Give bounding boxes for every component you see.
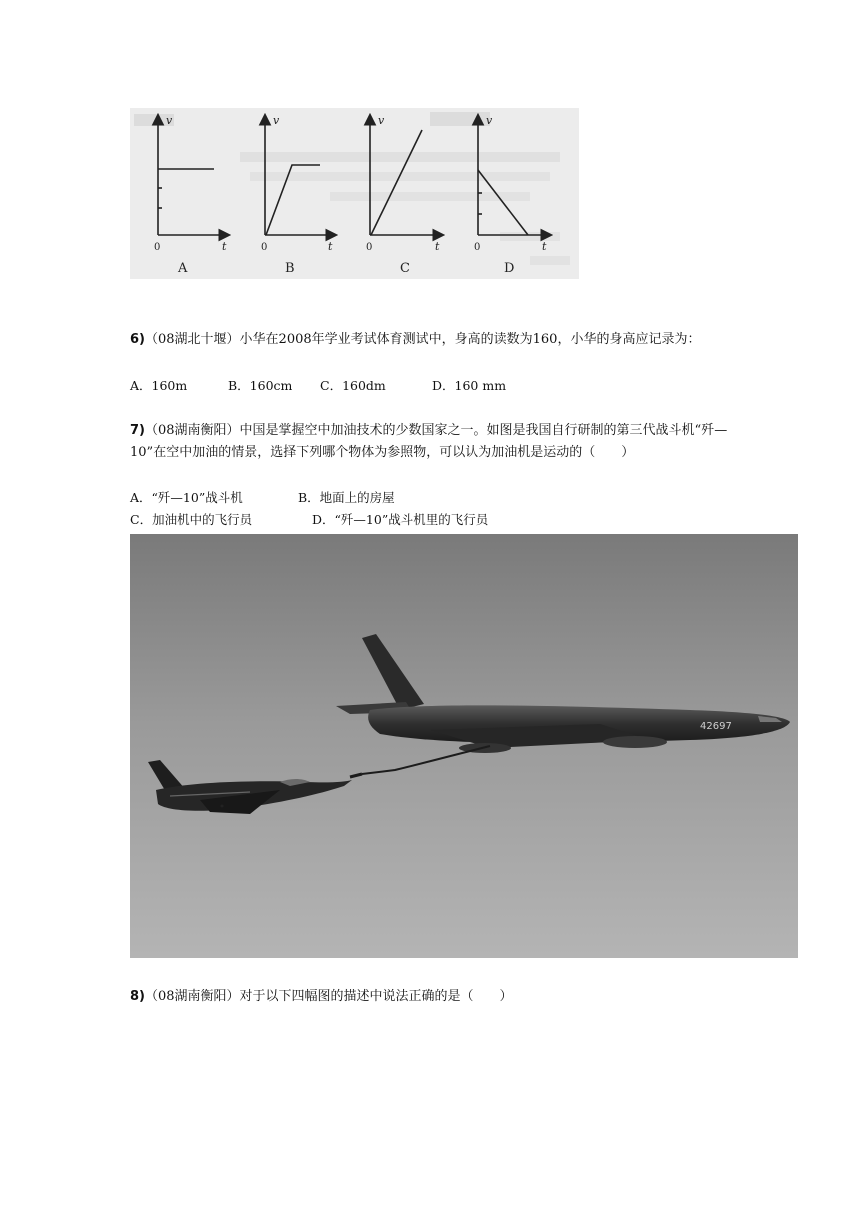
question-7-options-row-2	[130, 510, 730, 530]
graph-d-caption: D	[504, 261, 515, 276]
graph-b-origin-label: 0	[261, 242, 268, 253]
question-6-options	[130, 376, 730, 396]
question-7	[130, 420, 730, 464]
graph-d-origin-label: 0	[474, 242, 481, 253]
question-7-number: 7)	[130, 423, 145, 438]
graph-c-t-label: t	[435, 240, 440, 253]
question-6-option-a: A．160m	[130, 378, 188, 393]
question-6-option-b: B．160cm	[228, 378, 293, 393]
graph-d-v-label: v	[486, 114, 493, 127]
graph-c-v-label: v	[378, 114, 385, 127]
question-8-text: （08湖南衡阳）对于以下四幅图的描述中说法正确的是（ ）	[145, 989, 513, 1004]
graph-a-t-label: t	[222, 240, 227, 253]
graph-b-t-label: t	[328, 240, 333, 253]
graph-c-origin-label: 0	[366, 242, 373, 253]
question-7-text: （08湖南衡阳）中国是掌握空中加油技术的少数国家之一。如图是我国自行研制的第三代战斗机“歼—10”在空中加油的情景，选择下列哪个物体为参照物，可以认为加油机是运动的（ ）	[130, 423, 728, 460]
graph-a-caption: A	[178, 261, 188, 276]
tanker-tail-number: 42697	[700, 721, 732, 732]
question-7-option-a: A．“歼—10”战斗机	[130, 490, 243, 505]
aerial-refueling-photo	[130, 534, 798, 958]
question-8	[130, 986, 730, 1008]
graph-b-v-label: v	[273, 114, 280, 127]
question-7-option-d: D．“歼—10”战斗机里的飞行员	[312, 512, 489, 527]
question-6-text: （08湖北十堰）小华在2008年学业考试体育测试中，身高的读数为160，小华的身高应记录为：	[145, 332, 701, 347]
graph-c-caption: C	[400, 261, 410, 276]
velocity-time-graphs-figure	[130, 108, 579, 279]
graph-d-t-label: t	[542, 240, 547, 253]
question-6-option-c: C．160dm	[320, 378, 386, 393]
graph-a-v-label: v	[166, 114, 173, 127]
question-6-option-d: D．160 mm	[432, 378, 507, 393]
graph-b-caption: B	[285, 261, 295, 276]
question-7-options-row-1	[130, 488, 730, 508]
question-7-option-b: B．地面上的房屋	[298, 490, 395, 505]
question-7-option-c: C．加油机中的飞行员	[130, 512, 253, 527]
question-6-number: 6)	[130, 332, 145, 347]
question-6	[130, 329, 730, 351]
graph-a-origin-label: 0	[154, 242, 161, 253]
question-8-number: 8)	[130, 989, 145, 1004]
